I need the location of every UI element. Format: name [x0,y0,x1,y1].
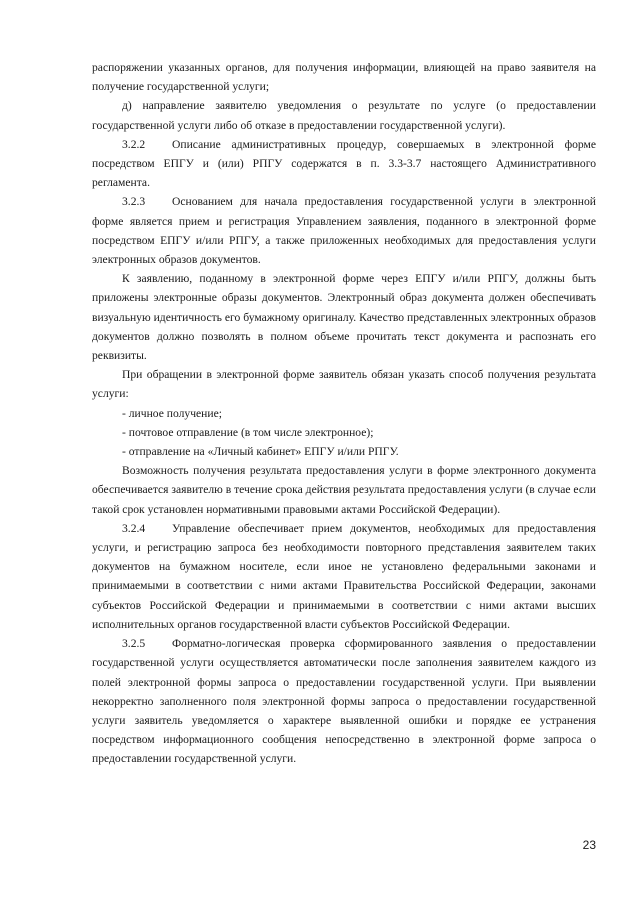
paragraph-text: Основанием для начала предоставления государственной услуги в электронной форме является прием и регистрация Управлением заявления, поданного в электронной форме посредством ЕПГУ и/или РПГУ, а также приложенных необходимых для предоставления услуги электронных образов документов. [92,195,596,267]
paragraph-text: Форматно-логическая проверка сформированного заявления о предоставлении государственной услуги осуществляется автоматически после заполнения заявителем каждого из полей электронной формы запроса о предоставлении государственной услуги. При выявлении некорректно заполненного поля электронной формы запроса о предоставлении государственной услуги заявитель уведомляется о характере выявленной ошибки и порядке ее устранения посредством информационного сообщения непосредственно в электронной форме запроса о предоставлении государственной услуги. [92,637,596,766]
section-number: 3.2.4 [122,521,146,535]
paragraph-item-d: д) направление заявителю уведомления о результате по услуге (о предоставлении государственной услуги либо об отказе в предоставлении государственной услуги). [92,99,596,132]
paragraph-3-2-4 [92,519,596,634]
section-number: 3.2.2 [122,137,146,151]
paragraph-electronic-result: Возможность получения результата предоставления услуги в форме электронного документа обеспечивается заявителю в течение срока действия результата предоставления услуги (в случае если такой срок установлен нормативными правовыми актами Российской Федерации). [92,464,597,516]
list-item: - личное получение; [122,406,222,420]
paragraph-text: Описание административных процедур, совершаемых в электронной форме посредством ЕПГУ и (или) РПГУ содержатся в п. 3.3-3.7 настоящего Административного регламента. [92,137,596,190]
list-item: - почтовое отправление (в том числе электронное); [122,425,374,439]
paragraph-3-2-5 [92,634,596,768]
paragraph-text: Управление обеспечивает прием документов, необходимых для предоставления услуги, и регистрацию запроса без необходимости повторного представления заявителем таких документов на бумажном носителе, если иное не установлено федеральными законами и принимаемыми в соответствии с ними актами Правительства Российской Федерации, законами субъектов Российской Федерации и принимаемыми в соответствии с ними актами высших исполнительных органов государственной власти субъектов Российской Федерации. [92,521,596,631]
section-number: 3.2.5 [122,637,146,651]
list-item: - отправление на «Личный кабинет» ЕПГУ и/или РПГУ. [122,445,399,459]
paragraph-attachments: К заявлению, поданному в электронной форме через ЕПГУ и/или РПГУ, должны быть приложены электронные образы документов. Электронный образ документа должен обеспечивать визуальную идентичность его бумажному оригиналу. Качество представленных электронных образов документов должно позволять в полном объеме прочитать текст документа и распознать его реквизиты. [92,272,596,363]
section-number: 3.2.3 [122,195,146,209]
paragraph-3-2-2 [92,135,596,193]
paragraph-3-2-3 [92,192,596,269]
paragraph-delivery-method: При обращении в электронной форме заявитель обязан указать способ получения результата услуги: [92,368,596,401]
page-number: 23 [582,838,596,852]
paragraph-continuation: распоряжении указанных органов, для получения информации, влияющей на право заявителя на получение государственной услуги; [92,61,596,94]
document-body [92,58,596,769]
